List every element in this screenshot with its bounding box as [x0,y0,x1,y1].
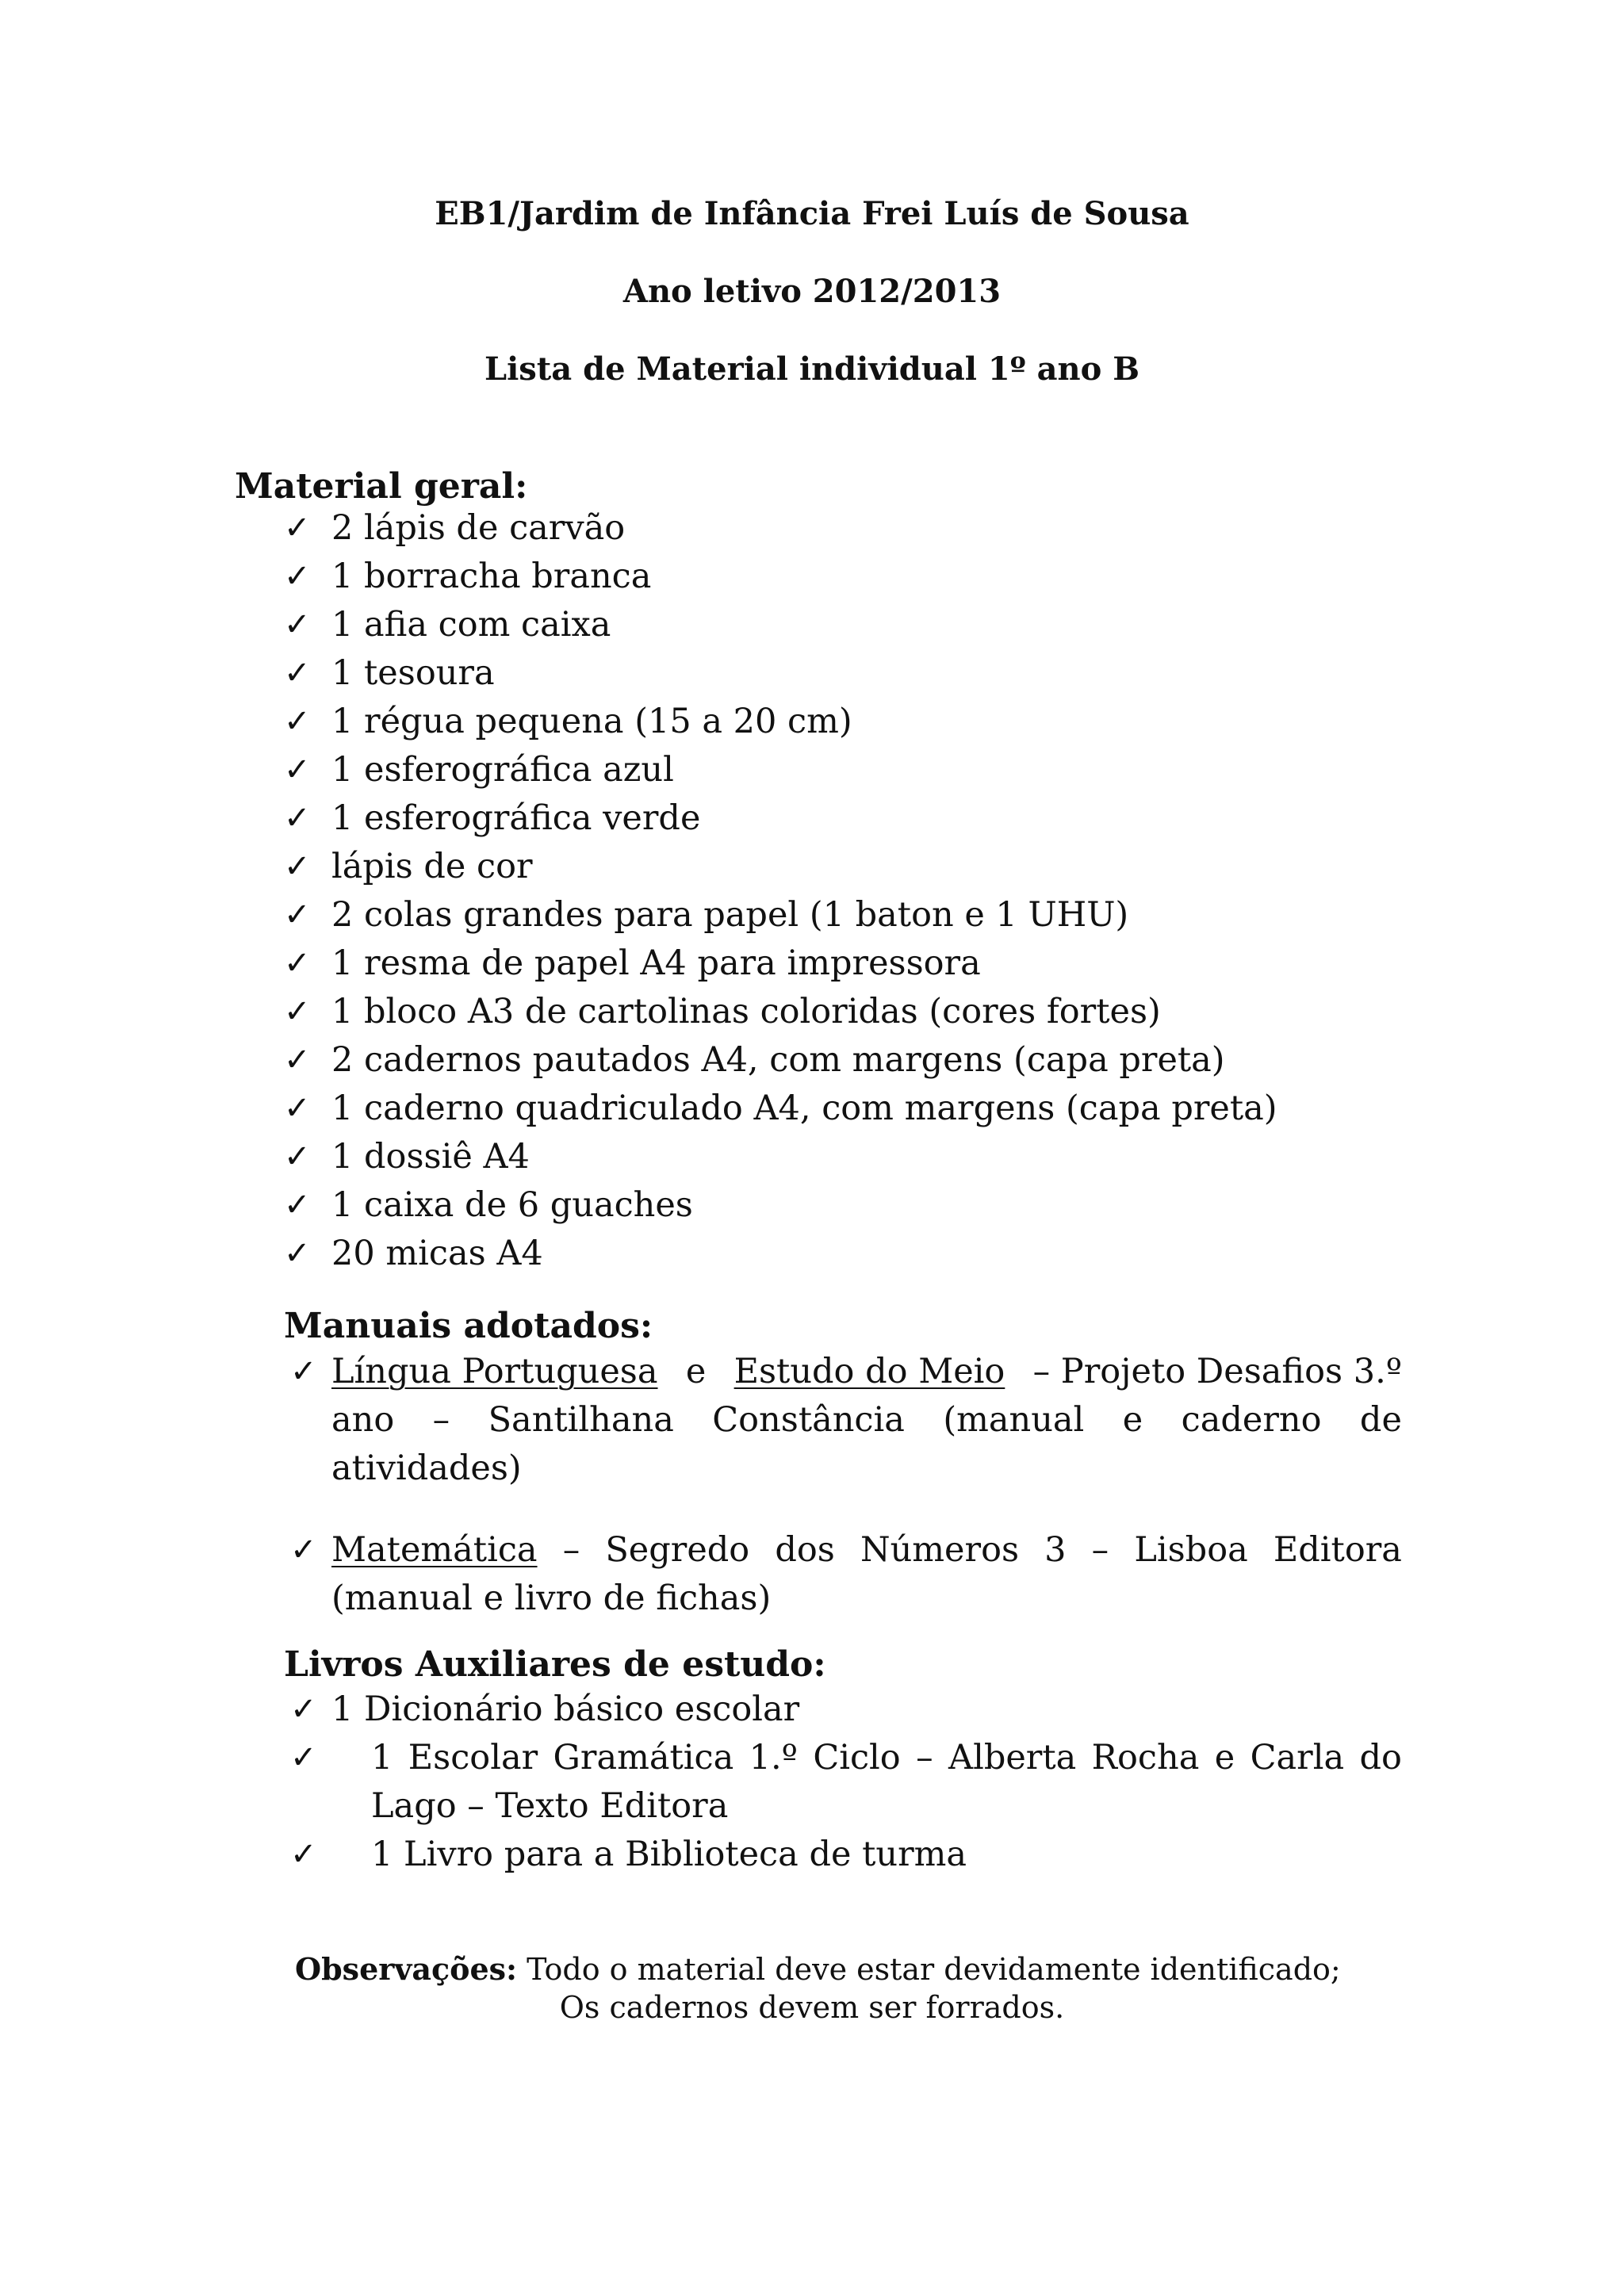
check-icon: ✓ [284,607,311,643]
material-item: 2 cadernos pautados A4, com margens (capa preta) [331,1040,1225,1080]
school-year: Ano letivo 2012/2013 [622,273,1002,310]
observacoes-label: Observações: [295,1951,518,1987]
observacoes-text-1: Todo o material deve estar devidamente identificado; [517,1952,1341,1987]
check-icon: ✓ [284,1138,311,1175]
check-icon: ✓ [284,703,311,740]
livro-item-3: 1 Livro para a Biblioteca de turma [371,1835,967,1874]
material-item: 1 régua pequena (15 a 20 cm) [331,702,852,741]
check-icon: ✓ [284,897,311,933]
observacoes-line-1 [295,1950,1341,1988]
word: Santilhana [488,1400,674,1440]
livro-item-1: 1 Dicionário básico escolar [331,1689,800,1729]
material-item: 1 resma de papel A4 para impressora [331,943,981,983]
check-icon: ✓ [284,800,311,836]
word: dos [775,1530,835,1570]
word: e [1122,1400,1143,1440]
material-item: lápis de cor [331,847,533,886]
manual-item-1-rest: – Projeto Desafios 3.º [1032,1352,1402,1391]
word: Ciclo [813,1738,901,1777]
check-icon: ✓ [290,1353,317,1390]
word: – [916,1738,933,1777]
manual-item-2-line-2: (manual e livro de fichas) [331,1578,772,1618]
manual-item-2-line-1 [331,1526,1402,1574]
word: (manual [943,1400,1085,1440]
word: de [1359,1400,1402,1440]
check-icon: ✓ [284,848,311,885]
material-item: 20 micas A4 [331,1234,543,1273]
material-item: 2 lápis de carvão [331,508,626,548]
word: Carla [1250,1738,1345,1777]
material-item: 1 afia com caixa [331,605,611,645]
check-icon: ✓ [290,1836,317,1873]
check-icon: ✓ [284,510,311,546]
school-name: EB1/Jardim de Infância Frei Luís de Sousa [435,195,1189,232]
check-icon: ✓ [284,993,311,1030]
subject-matematica: Matemática [331,1530,538,1570]
manual-item-1-line-3: atividades) [331,1448,522,1488]
material-item: 1 caderno quadriculado A4, com margens (capa preta) [331,1089,1277,1128]
check-icon: ✓ [290,1739,317,1776]
material-item: 2 colas grandes para papel (1 baton e 1 UHU) [331,895,1129,935]
check-icon: ✓ [290,1691,317,1728]
word: do [1359,1738,1402,1777]
list-title: Lista de Material individual 1º ano B [484,350,1140,388]
manuais-title: Manuais adotados: [284,1306,653,1346]
material-item: 1 esferográfica verde [331,798,701,838]
check-icon: ✓ [290,1532,317,1568]
manual-item-1-line-2 [331,1396,1402,1444]
word: e [1214,1738,1235,1777]
check-icon: ✓ [284,752,311,788]
livros-title: Livros Auxiliares de estudo: [284,1644,826,1685]
material-geral-title: Material geral: [235,466,528,507]
conjunction: e [685,1352,707,1391]
subject-lingua-portuguesa: Língua Portuguesa [331,1352,658,1391]
word: Segredo [605,1530,750,1570]
material-item: 1 caixa de 6 guaches [331,1185,693,1225]
check-icon: ✓ [284,1042,311,1078]
word: 1 [371,1738,393,1777]
livro-item-2-line-2: Lago – Texto Editora [371,1786,729,1826]
word: Escolar [408,1738,538,1777]
word: Gramática [553,1738,734,1777]
subject-estudo-do-meio: Estudo do Meio [733,1352,1005,1391]
check-icon: ✓ [284,1187,311,1223]
word: Constância [712,1400,905,1440]
word: – [432,1400,450,1440]
word: 3 [1044,1530,1067,1570]
check-icon: ✓ [284,1235,311,1272]
word: Editora [1273,1530,1402,1570]
word: ano [331,1400,395,1440]
manual-item-1-line-1 [331,1348,1402,1395]
check-icon: ✓ [284,1090,311,1127]
material-item: 1 esferográfica azul [331,750,674,790]
word: – [1091,1530,1109,1570]
observacoes-line-2: Os cadernos devem ser forrados. [559,1990,1065,2025]
word: Rocha [1091,1738,1200,1777]
word: Números [860,1530,1020,1570]
word: caderno [1181,1400,1322,1440]
material-item: 1 dossiê A4 [331,1137,530,1177]
check-icon: ✓ [284,558,311,595]
word: Lisboa [1134,1530,1248,1570]
material-item: 1 bloco A3 de cartolinas coloridas (cores fortes) [331,992,1161,1031]
check-icon: ✓ [284,945,311,982]
material-item: 1 borracha branca [331,557,652,596]
livro-item-2-line-1 [371,1734,1402,1781]
material-item: 1 tesoura [331,653,495,693]
word: Alberta [948,1738,1077,1777]
check-icon: ✓ [284,655,311,691]
word: 1.º [749,1738,798,1777]
word: – [562,1530,580,1570]
